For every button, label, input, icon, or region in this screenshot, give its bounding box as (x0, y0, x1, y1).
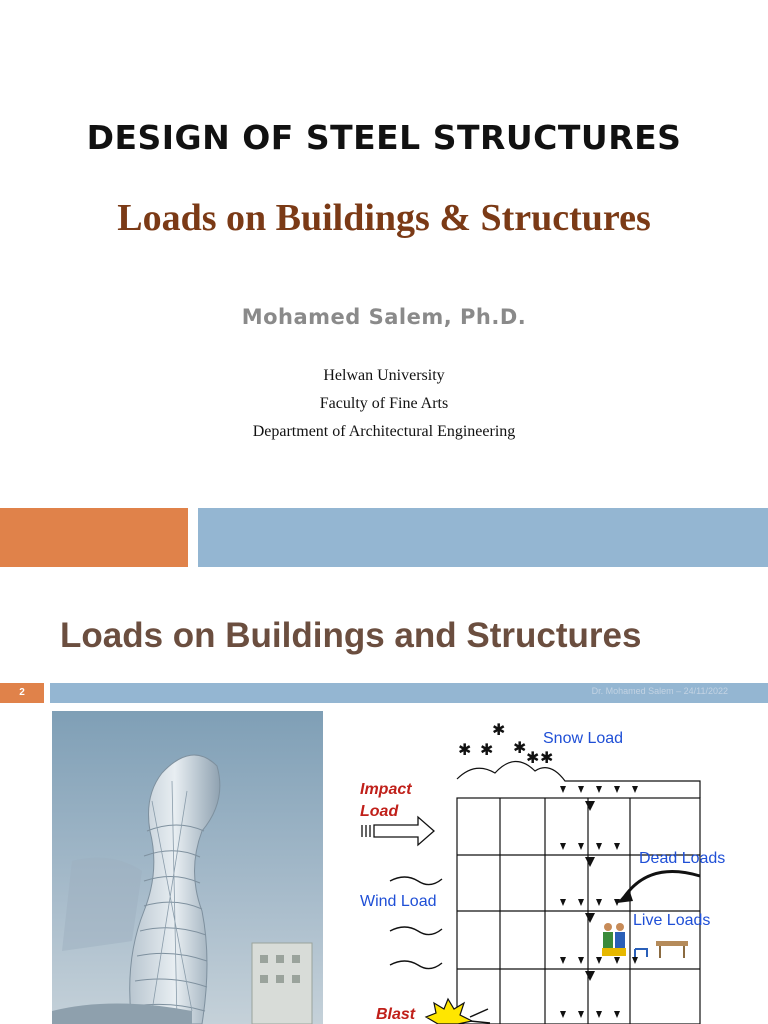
svg-text:✱: ✱ (492, 722, 506, 739)
slide-number-badge: 2 (0, 683, 44, 703)
faculty-name: Faculty of Fine Arts (319, 395, 449, 412)
blast-burst-icon (426, 999, 490, 1024)
impact-load-label-line2: Load (360, 803, 399, 820)
svg-text:✱: ✱ (480, 742, 494, 759)
deck-subtitle: Loads on Buildings & Structures (117, 197, 651, 239)
blast-label: Blast (376, 1006, 416, 1023)
university-name: Helwan University (323, 367, 445, 384)
slide-title: Loads on Buildings and Structures (60, 616, 642, 655)
svg-text:✱: ✱ (526, 750, 540, 767)
footer-text: Dr. Mohamed Salem – 24/11/2022 (591, 686, 728, 696)
snow-load-label: Snow Load (543, 730, 624, 747)
author-name: Mohamed Salem, Ph.D. (241, 305, 527, 329)
loads-diagram (330, 711, 768, 1024)
blue-accent-bar (198, 508, 768, 567)
live-loads-label: Live Loads (633, 912, 711, 929)
department-name: Department of Architectural Engineering (252, 423, 516, 440)
svg-text:✱: ✱ (458, 742, 472, 759)
impact-load-label-line1: Impact (360, 781, 412, 798)
svg-text:✱: ✱ (513, 740, 527, 757)
wind-load-label: Wind Load (360, 893, 437, 910)
dead-loads-label: Dead Loads (639, 850, 726, 867)
course-title: DESIGN OF STEEL STRUCTURES (86, 118, 682, 157)
orange-accent-bar (0, 508, 188, 567)
svg-text:✱: ✱ (540, 750, 554, 767)
building-photo (52, 711, 323, 1024)
